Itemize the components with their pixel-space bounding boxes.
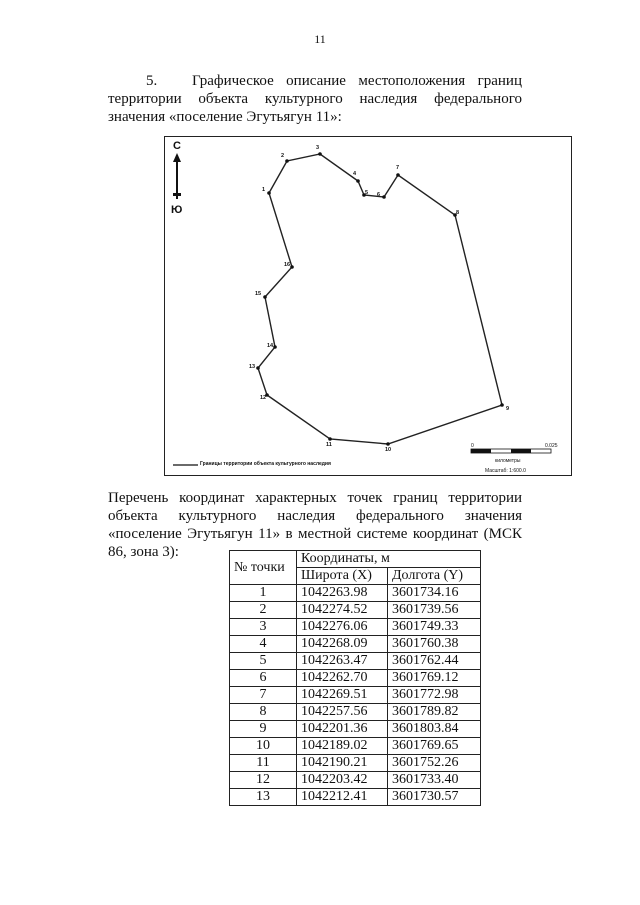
compass-north-label: С — [173, 140, 181, 152]
legend-label: Границы территории объекта культурного наследия — [200, 461, 331, 467]
cell-latitude: 1042269.51 — [297, 687, 388, 704]
boundary-point-marker — [267, 191, 271, 195]
compass-arrow-base — [173, 193, 181, 196]
cell-longitude: 3601769.12 — [388, 670, 481, 687]
scale-bar-segment — [471, 449, 491, 453]
cell-point-number: 9 — [230, 721, 297, 738]
boundary-point-label: 5 — [365, 190, 369, 196]
section-title: Графическое описание местоположения границ территории объекта культурного наследия федерального значения «поселение Эгутьягун 11»: — [108, 73, 522, 125]
boundary-point-marker — [396, 173, 400, 177]
scale-ratio-label: Масштаб: 1:600.0 — [485, 468, 526, 474]
cell-point-number: 3 — [230, 619, 297, 636]
boundary-map-drawing — [165, 137, 571, 475]
table-row — [230, 755, 481, 772]
coordinates-table — [229, 550, 481, 806]
boundary-point-marker — [290, 265, 294, 269]
table-row — [230, 721, 481, 738]
cell-point-number: 13 — [230, 789, 297, 806]
table-row — [230, 636, 481, 653]
table-row — [230, 704, 481, 721]
boundary-point-label: 3 — [316, 145, 320, 151]
table-row — [230, 772, 481, 789]
cell-latitude: 1042263.47 — [297, 653, 388, 670]
boundary-point-label: 14 — [267, 343, 274, 349]
cell-point-number: 1 — [230, 585, 297, 602]
cell-longitude: 3601739.56 — [388, 602, 481, 619]
table-row — [230, 687, 481, 704]
cell-point-number: 10 — [230, 738, 297, 755]
header-point-number: № точки — [230, 551, 297, 585]
table-row — [230, 602, 481, 619]
cell-latitude: 1042212.41 — [297, 789, 388, 806]
boundary-point-label: 15 — [255, 291, 262, 297]
cell-point-number: 6 — [230, 670, 297, 687]
boundary-point-marker — [386, 442, 390, 446]
cell-longitude: 3601772.98 — [388, 687, 481, 704]
cell-latitude: 1042263.98 — [297, 585, 388, 602]
header-longitude: Долгота (Y) — [388, 568, 481, 585]
cell-latitude: 1042262.70 — [297, 670, 388, 687]
boundary-map — [164, 136, 572, 476]
table-row — [230, 789, 481, 806]
cell-longitude: 3601762.44 — [388, 653, 481, 670]
cell-longitude: 3601760.38 — [388, 636, 481, 653]
boundary-point-label: 4 — [353, 171, 357, 177]
cell-longitude: 3601752.26 — [388, 755, 481, 772]
cell-latitude: 1042190.21 — [297, 755, 388, 772]
cell-latitude: 1042274.52 — [297, 602, 388, 619]
boundary-point-marker — [382, 195, 386, 199]
cell-latitude: 1042189.02 — [297, 738, 388, 755]
boundary-point-marker — [500, 403, 504, 407]
boundary-point-marker — [263, 295, 267, 299]
boundary-point-marker — [273, 345, 277, 349]
scale-zero-label: 0 — [471, 443, 474, 449]
cell-latitude: 1042203.42 — [297, 772, 388, 789]
boundary-point-marker — [328, 437, 332, 441]
boundary-point-marker — [356, 179, 360, 183]
cell-point-number: 5 — [230, 653, 297, 670]
boundary-point-label: 1 — [262, 187, 266, 193]
boundary-point-label: 11 — [326, 442, 332, 448]
cell-point-number: 2 — [230, 602, 297, 619]
cell-longitude: 3601749.33 — [388, 619, 481, 636]
cell-latitude: 1042276.06 — [297, 619, 388, 636]
table-row — [230, 585, 481, 602]
cell-latitude: 1042201.36 — [297, 721, 388, 738]
boundary-point-label: 6 — [377, 192, 381, 198]
cell-latitude: 1042257.56 — [297, 704, 388, 721]
cell-longitude: 3601733.40 — [388, 772, 481, 789]
boundary-point-label: 13 — [249, 364, 256, 370]
cell-point-number: 7 — [230, 687, 297, 704]
compass-arrow-head — [173, 153, 181, 162]
table-row — [230, 670, 481, 687]
boundary-point-label: 10 — [385, 447, 392, 453]
scale-bar-segment — [511, 449, 531, 453]
table-row — [230, 738, 481, 755]
boundary-point-label: 8 — [456, 210, 460, 216]
boundary-point-marker — [256, 366, 260, 370]
section-heading — [108, 72, 522, 126]
cell-longitude: 3601769.65 — [388, 738, 481, 755]
compass-south-label: Ю — [171, 204, 183, 216]
scale-unit-label: километры — [495, 458, 521, 464]
page-number: 11 — [314, 32, 326, 46]
cell-longitude: 3601730.57 — [388, 789, 481, 806]
cell-longitude: 3601734.16 — [388, 585, 481, 602]
cell-longitude: 3601789.82 — [388, 704, 481, 721]
cell-point-number: 8 — [230, 704, 297, 721]
boundary-point-marker — [285, 159, 289, 163]
header-coordinates: Координаты, м — [297, 551, 481, 568]
boundary-point-label: 2 — [281, 153, 285, 159]
coordinates-intro: Перечень координат характерных точек границ территории объекта культурного наследия федерального значения «поселение Эгутьягун 11» в местной системе координат (МСК 86, зона 3): — [108, 490, 522, 560]
boundary-point-label: 12 — [260, 395, 267, 401]
cell-point-number: 11 — [230, 755, 297, 772]
cell-point-number: 12 — [230, 772, 297, 789]
boundary-point-label: 16 — [284, 262, 291, 268]
table-header-row — [230, 551, 481, 568]
table-row — [230, 653, 481, 670]
header-latitude: Широта (X) — [297, 568, 388, 585]
table-row — [230, 619, 481, 636]
cell-longitude: 3601803.84 — [388, 721, 481, 738]
section-number: 5. — [146, 73, 158, 89]
boundary-point-label: 7 — [396, 165, 400, 171]
cell-point-number: 4 — [230, 636, 297, 653]
cell-latitude: 1042268.09 — [297, 636, 388, 653]
boundary-point-marker — [318, 152, 322, 156]
scale-max-label: 0.025 — [545, 443, 558, 449]
boundary-point-label: 9 — [506, 406, 510, 412]
